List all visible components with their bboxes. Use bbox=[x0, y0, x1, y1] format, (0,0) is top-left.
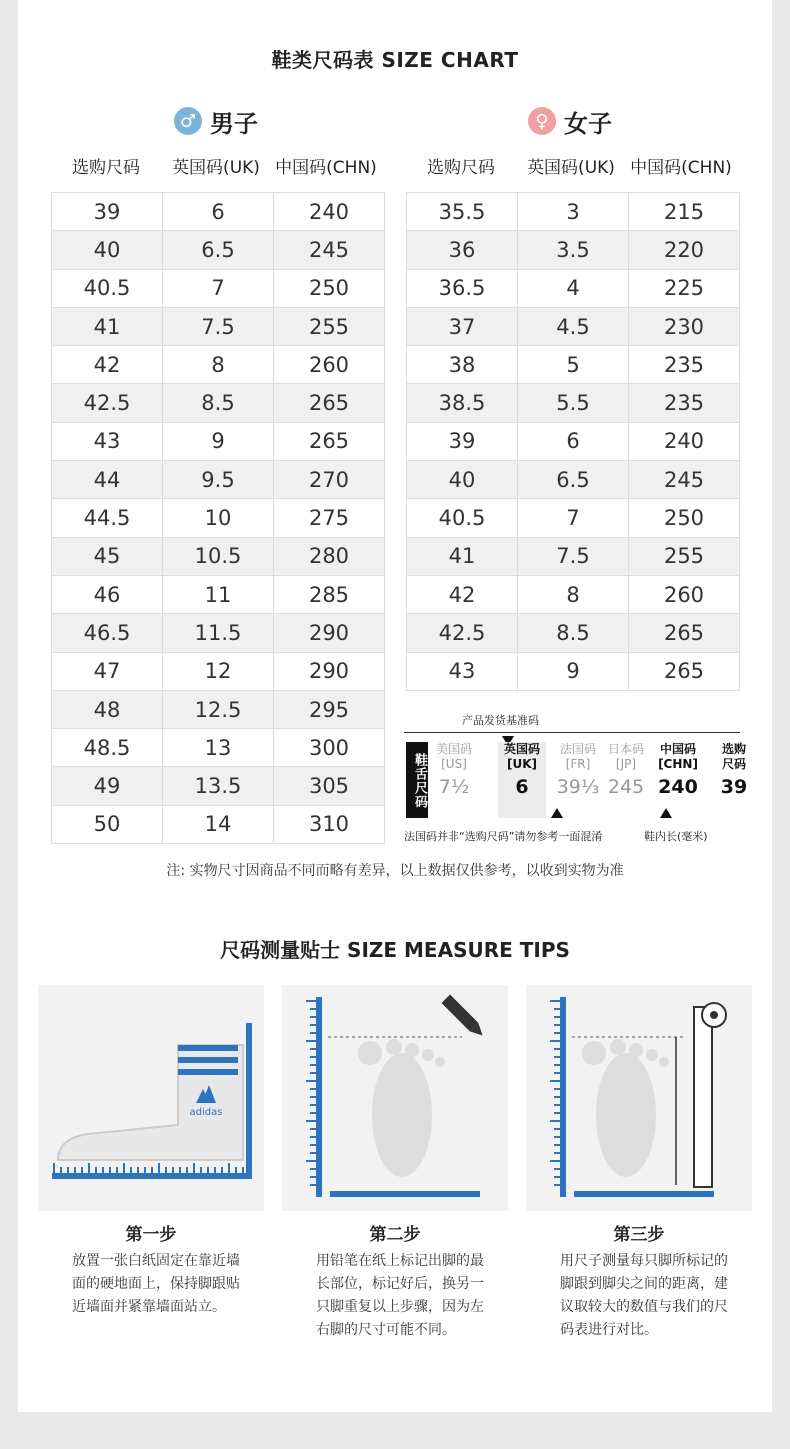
adidas-logo: adidas bbox=[189, 1107, 223, 1118]
table-cell: 38.5 bbox=[407, 384, 518, 422]
table-cell: 6.5 bbox=[163, 231, 274, 269]
female-label: 女子 bbox=[564, 109, 612, 138]
table-cell: 36 bbox=[407, 231, 518, 269]
size-system-value: 39⅓ bbox=[556, 776, 600, 798]
table-cell: 40 bbox=[407, 461, 518, 499]
table-cell: 3 bbox=[518, 193, 629, 231]
step3-illustration bbox=[526, 985, 752, 1211]
size-system-code: [US] bbox=[441, 757, 467, 771]
table-cell: 310 bbox=[274, 805, 385, 843]
base-size-label: 产品发货基准码 bbox=[462, 714, 539, 727]
table-cell: 260 bbox=[629, 575, 740, 613]
table-cell: 42.5 bbox=[52, 384, 163, 422]
table-cell: 260 bbox=[274, 346, 385, 384]
table-row bbox=[407, 231, 740, 269]
table-cell: 240 bbox=[629, 422, 740, 460]
table-row bbox=[407, 422, 740, 460]
table-cell: 42.5 bbox=[407, 614, 518, 652]
female-icon: ♀ bbox=[528, 107, 556, 135]
table-cell: 45 bbox=[52, 537, 163, 575]
table-row bbox=[52, 690, 385, 728]
table-row bbox=[52, 384, 385, 422]
fr-size-note: 法国码并非“选购尺码”请勿参考一面混淆 bbox=[404, 830, 603, 843]
table-cell: 14 bbox=[163, 805, 274, 843]
table-cell: 11.5 bbox=[163, 614, 274, 652]
male-heading bbox=[174, 104, 258, 138]
table-cell: 47 bbox=[52, 652, 163, 690]
table-cell: 46 bbox=[52, 575, 163, 613]
table-row bbox=[52, 422, 385, 460]
table-cell: 7.5 bbox=[518, 537, 629, 575]
size-system-value: 245 bbox=[607, 776, 645, 798]
male-size-table bbox=[51, 192, 385, 844]
table-row bbox=[52, 307, 385, 345]
female-col-uk: 英国码(UK) bbox=[527, 158, 615, 178]
male-label: 男子 bbox=[210, 109, 258, 138]
table-cell: 215 bbox=[629, 193, 740, 231]
table-cell: 3.5 bbox=[518, 231, 629, 269]
table-cell: 240 bbox=[274, 193, 385, 231]
table-cell: 230 bbox=[629, 307, 740, 345]
table-cell: 37 bbox=[407, 307, 518, 345]
size-system-code: [FR] bbox=[565, 757, 591, 771]
size-system-cell bbox=[710, 742, 758, 818]
step3-desc: 用尺子测量每只脚所标记的脚跟到脚尖之间的距离，建议取较大的数值与我们的尺码表进行对比。 bbox=[560, 1253, 728, 1338]
table-cell: 250 bbox=[629, 499, 740, 537]
inner-length-note: 鞋内长(毫米) bbox=[644, 830, 708, 843]
table-cell: 270 bbox=[274, 461, 385, 499]
table-cell: 36.5 bbox=[407, 269, 518, 307]
table-row bbox=[407, 537, 740, 575]
size-system-name: 法国码 bbox=[559, 742, 596, 756]
size-system-name: 中国码 bbox=[659, 742, 696, 756]
table-row bbox=[52, 805, 385, 843]
table-row bbox=[52, 346, 385, 384]
step1-illustration bbox=[38, 985, 264, 1211]
arrow-up-icon bbox=[551, 808, 563, 818]
male-col-chn: 中国码(CHN) bbox=[275, 158, 377, 178]
table-cell: 275 bbox=[274, 499, 385, 537]
tape-measure-icon bbox=[694, 1003, 726, 1187]
table-cell: 290 bbox=[274, 614, 385, 652]
table-cell: 43 bbox=[407, 652, 518, 690]
table-row bbox=[407, 499, 740, 537]
table-cell: 225 bbox=[629, 269, 740, 307]
size-system-code: [JP] bbox=[615, 757, 637, 771]
table-cell: 265 bbox=[274, 422, 385, 460]
table-cell: 285 bbox=[274, 575, 385, 613]
table-cell: 265 bbox=[274, 384, 385, 422]
table-cell: 40.5 bbox=[52, 269, 163, 307]
tongue-size-legend bbox=[404, 708, 756, 850]
table-cell: 41 bbox=[407, 537, 518, 575]
table-cell: 7.5 bbox=[163, 307, 274, 345]
table-row bbox=[52, 575, 385, 613]
table-row bbox=[407, 269, 740, 307]
table-cell: 49 bbox=[52, 767, 163, 805]
size-system-code: [CHN] bbox=[658, 757, 698, 771]
male-col-buy-size: 选购尺码 bbox=[72, 158, 140, 178]
table-cell: 255 bbox=[274, 307, 385, 345]
table-cell: 42 bbox=[407, 575, 518, 613]
table-row bbox=[52, 652, 385, 690]
table-cell: 46.5 bbox=[52, 614, 163, 652]
table-cell: 5 bbox=[518, 346, 629, 384]
table-row bbox=[407, 575, 740, 613]
table-cell: 7 bbox=[163, 269, 274, 307]
size-system-name: 选购 bbox=[721, 742, 746, 756]
table-cell: 4.5 bbox=[518, 307, 629, 345]
table-cell: 245 bbox=[629, 461, 740, 499]
table-cell: 9.5 bbox=[163, 461, 274, 499]
male-col-uk: 英国码(UK) bbox=[172, 158, 260, 178]
table-cell: 48 bbox=[52, 690, 163, 728]
table-cell: 220 bbox=[629, 231, 740, 269]
size-system-value: 39 bbox=[720, 776, 748, 798]
size-system-value: 6 bbox=[515, 776, 529, 798]
table-cell: 7 bbox=[518, 499, 629, 537]
table-cell: 245 bbox=[274, 231, 385, 269]
table-row bbox=[52, 231, 385, 269]
size-system-cell bbox=[654, 742, 702, 818]
male-icon: ♂ bbox=[174, 107, 202, 135]
step1-title: 第一步 bbox=[125, 1225, 177, 1245]
size-system-code: 尺码 bbox=[721, 757, 746, 771]
table-cell: 305 bbox=[274, 767, 385, 805]
table-cell: 290 bbox=[274, 652, 385, 690]
table-cell: 39 bbox=[407, 422, 518, 460]
table-cell: 10 bbox=[163, 499, 274, 537]
table-row bbox=[407, 307, 740, 345]
tips-title: 尺码测量贴士 SIZE MEASURE TIPS bbox=[220, 938, 570, 962]
table-cell: 8 bbox=[163, 346, 274, 384]
table-cell: 280 bbox=[274, 537, 385, 575]
table-row bbox=[407, 346, 740, 384]
table-row bbox=[52, 193, 385, 231]
table-row bbox=[52, 499, 385, 537]
pencil-icon bbox=[442, 995, 487, 1040]
size-system-cell bbox=[602, 742, 650, 818]
table-cell: 42 bbox=[52, 346, 163, 384]
table-row bbox=[52, 767, 385, 805]
size-system-value: 240 bbox=[658, 776, 698, 798]
table-cell: 6 bbox=[163, 193, 274, 231]
step3-title: 第三步 bbox=[613, 1225, 665, 1245]
table-row bbox=[407, 193, 740, 231]
table-cell: 8.5 bbox=[163, 384, 274, 422]
table-cell: 250 bbox=[274, 269, 385, 307]
table-cell: 295 bbox=[274, 690, 385, 728]
table-cell: 265 bbox=[629, 652, 740, 690]
table-cell: 48.5 bbox=[52, 729, 163, 767]
step2-title: 第二步 bbox=[369, 1225, 421, 1245]
table-row bbox=[52, 269, 385, 307]
table-cell: 41 bbox=[52, 307, 163, 345]
female-heading bbox=[528, 104, 612, 138]
table-cell: 8.5 bbox=[518, 614, 629, 652]
table-cell: 8 bbox=[518, 575, 629, 613]
table-cell: 9 bbox=[163, 422, 274, 460]
size-chart-title: 鞋类尺码表 SIZE CHART bbox=[271, 48, 519, 72]
table-cell: 50 bbox=[52, 805, 163, 843]
size-system-name: 美国码 bbox=[435, 742, 472, 756]
size-system-cell bbox=[498, 742, 546, 818]
table-cell: 12 bbox=[163, 652, 274, 690]
arrow-up-icon bbox=[660, 808, 672, 818]
size-system-cell bbox=[430, 742, 478, 818]
step2-illustration bbox=[282, 985, 508, 1211]
size-footnote: 注: 实物尺寸因商品不同而略有差异，以上数据仅供参考，以收到实物为准 bbox=[166, 863, 624, 879]
size-system-name: 日本码 bbox=[607, 742, 644, 756]
table-row bbox=[52, 614, 385, 652]
table-cell: 6 bbox=[518, 422, 629, 460]
table-cell: 6.5 bbox=[518, 461, 629, 499]
table-cell: 43 bbox=[52, 422, 163, 460]
table-cell: 235 bbox=[629, 384, 740, 422]
female-size-table bbox=[406, 192, 740, 691]
table-cell: 10.5 bbox=[163, 537, 274, 575]
table-row bbox=[52, 537, 385, 575]
size-chart-page bbox=[18, 0, 772, 1412]
table-row bbox=[407, 384, 740, 422]
table-cell: 255 bbox=[629, 537, 740, 575]
female-col-chn: 中国码(CHN) bbox=[630, 158, 732, 178]
table-row bbox=[52, 729, 385, 767]
table-cell: 38 bbox=[407, 346, 518, 384]
size-system-name: 英国码 bbox=[503, 742, 540, 756]
table-cell: 4 bbox=[518, 269, 629, 307]
table-row bbox=[52, 461, 385, 499]
table-cell: 235 bbox=[629, 346, 740, 384]
table-cell: 40.5 bbox=[407, 499, 518, 537]
tongue-size-label: 鞋舌尺码 bbox=[406, 742, 428, 818]
table-cell: 5.5 bbox=[518, 384, 629, 422]
table-cell: 39 bbox=[52, 193, 163, 231]
table-row bbox=[407, 652, 740, 690]
table-cell: 265 bbox=[629, 614, 740, 652]
table-cell: 44.5 bbox=[52, 499, 163, 537]
table-cell: 12.5 bbox=[163, 690, 274, 728]
table-cell: 35.5 bbox=[407, 193, 518, 231]
table-row bbox=[407, 614, 740, 652]
table-cell: 300 bbox=[274, 729, 385, 767]
table-cell: 13.5 bbox=[163, 767, 274, 805]
divider bbox=[404, 732, 740, 733]
step2-desc: 用铅笔在纸上标记出脚的最长部位，标记好后，换另一只脚重复以上步骤，因为左右脚的尺寸可能不同。 bbox=[316, 1253, 484, 1338]
table-cell: 11 bbox=[163, 575, 274, 613]
table-cell: 44 bbox=[52, 461, 163, 499]
table-cell: 40 bbox=[52, 231, 163, 269]
table-cell: 13 bbox=[163, 729, 274, 767]
size-system-code: [UK] bbox=[506, 757, 537, 771]
size-system-cell bbox=[554, 742, 602, 818]
female-col-buy-size: 选购尺码 bbox=[427, 158, 495, 178]
table-row bbox=[407, 461, 740, 499]
table-cell: 9 bbox=[518, 652, 629, 690]
size-system-value: 7½ bbox=[438, 776, 470, 798]
step1-desc: 放置一张白纸固定在靠近墙面的硬地面上，保持脚跟贴近墙面并紧靠墙面站立。 bbox=[72, 1253, 240, 1315]
